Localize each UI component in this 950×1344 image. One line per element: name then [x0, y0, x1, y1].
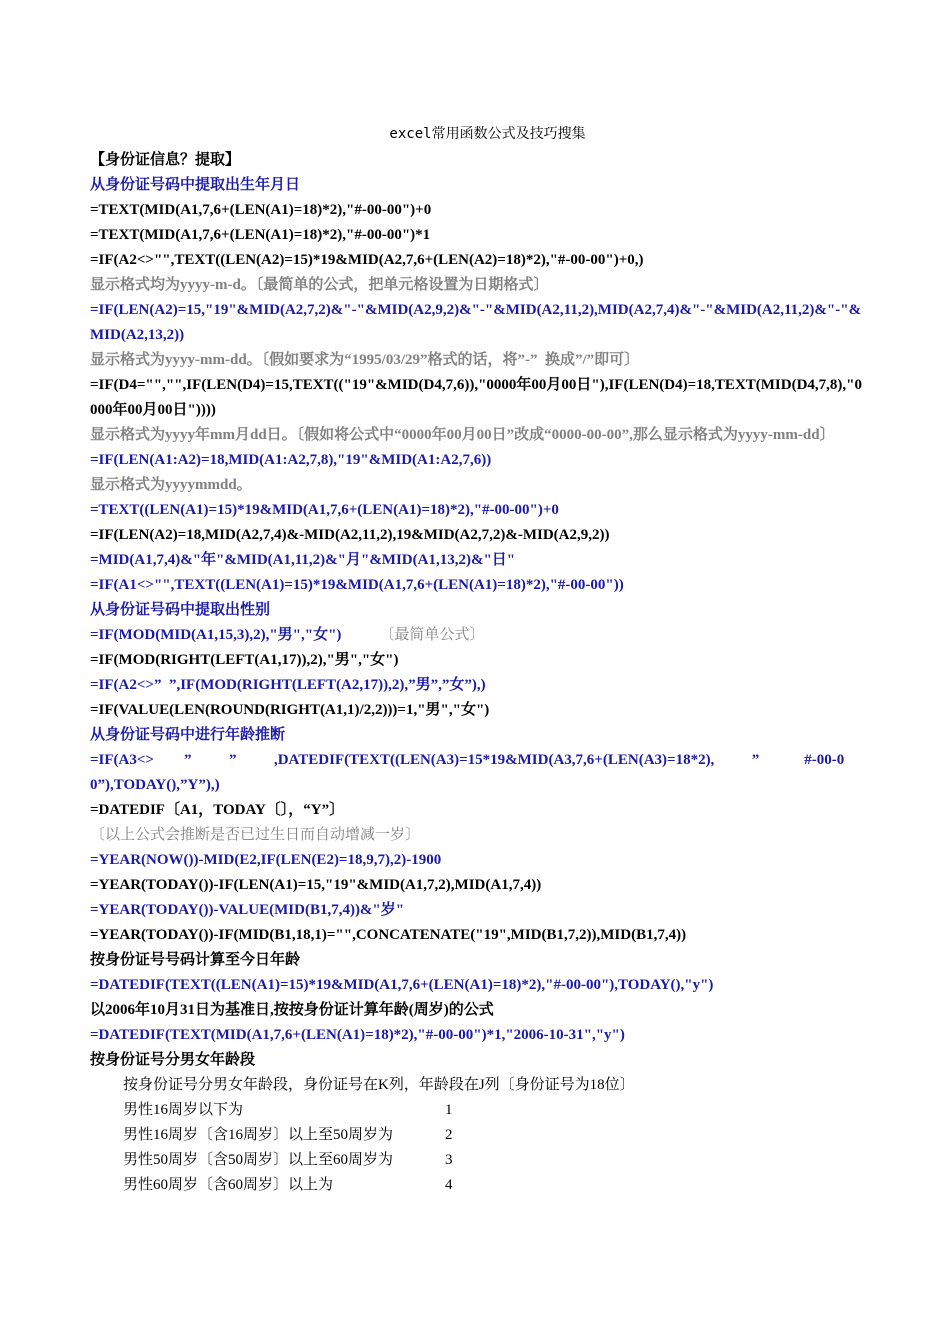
- content-line: [90, 273, 865, 298]
- line-text: =YEAR(TODAY())-VALUE(MID(B1,7,4))&"岁": [90, 902, 405, 918]
- content-line: [90, 723, 865, 748]
- line-text: =DATEDIF(TEXT((LEN(A1)=15)*19&MID(A1,7,6+(LEN(A1)=18)*2),"#-00-00"),TODAY(),"y"): [90, 977, 714, 993]
- age-table: [123, 1098, 865, 1198]
- content-line: [90, 798, 865, 823]
- content-line: [90, 473, 865, 498]
- content-line: [90, 948, 865, 973]
- line-text: 从身份证号码中提取出性别: [90, 602, 271, 618]
- age-table-row: [123, 1148, 865, 1173]
- line-text: 显示格式为yyyymmdd。: [90, 477, 252, 493]
- content-lines: [90, 148, 865, 1073]
- line-text: 显示格式均为yyyy-m-d。〔最简单的公式，把单元格设置为日期格式〕: [90, 277, 549, 293]
- age-section-intro: 按身份证号分男女年龄段，身份证号在K列，年龄段在J列〔身份证号为18位〕: [123, 1077, 635, 1093]
- content-line: [90, 748, 865, 798]
- content-line: [90, 148, 865, 173]
- age-table-row: [123, 1173, 865, 1198]
- content-line: [90, 923, 865, 948]
- content-line: [90, 523, 865, 548]
- content-line: [90, 373, 865, 423]
- line-text: =IF(LEN(A2)=15,"19"&MID(A2,7,2)&"-"&MID(A2,9,2)&"-"&MID(A2,11,2),MID(A2,7,4)&"-"&MID(A2,11,2)&"-"&MID(A2,13,2)): [90, 302, 862, 343]
- line-text: =IF(MOD(MID(A1,15,3),2),"男","女"): [90, 627, 342, 643]
- page-title: excel常用函数公式及技巧搜集: [389, 126, 586, 142]
- content-line: [90, 198, 865, 223]
- content-line: [90, 623, 865, 648]
- age-row-value: 1: [445, 1102, 453, 1118]
- content-line: [90, 248, 865, 273]
- content-line: [90, 973, 865, 998]
- line-text: =IF(A2<>"",TEXT((LEN(A2)=15)*19&MID(A2,7,6+(LEN(A2)=18)*2),"#-00-00")+0,): [90, 252, 644, 268]
- content-line: [90, 448, 865, 473]
- content-line: [90, 598, 865, 623]
- line-text: =MID(A1,7,4)&"年"&MID(A1,11,2)&"月"&MID(A1,13,2)&"日": [90, 552, 516, 568]
- line-text: 从身份证号码中提取出生年月日: [90, 177, 301, 193]
- line-text: =YEAR(NOW())-MID(E2,IF(LEN(E2)=18,9,7),2)-1900: [90, 852, 442, 868]
- age-row-value: 3: [445, 1152, 453, 1168]
- line-text: =TEXT(MID(A1,7,6+(LEN(A1)=18)*2),"#-00-00")+0: [90, 202, 432, 218]
- content-line: [90, 898, 865, 923]
- content-line: [90, 823, 865, 848]
- age-row-label: 男性50周岁〔含50周岁〕以上至60周岁为: [123, 1152, 394, 1168]
- line-text: 〔以上公式会推断是否已过生日而自动增减一岁〕: [90, 827, 421, 843]
- line-text: 显示格式为yyyy-mm-dd。〔假如要求为“1995/03/29”格式的话，将”-” 换成”/”即可〕: [90, 352, 640, 368]
- line-note: 〔最简单公式〕: [379, 627, 485, 643]
- content-line: [90, 298, 865, 348]
- content-line: [90, 348, 865, 373]
- document-page: [90, 122, 865, 1198]
- content-line: [90, 498, 865, 523]
- line-text: =DATEDIF(TEXT(MID(A1,7,6+(LEN(A1)=18)*2),"#-00-00")*1,"2006-10-31","y"): [90, 1027, 625, 1043]
- content-line: [90, 548, 865, 573]
- content-line: [90, 573, 865, 598]
- line-text: =DATEDIF〔A1，TODAY〔〕，“Y”〕: [90, 802, 345, 818]
- content-line: [90, 673, 865, 698]
- line-text: 显示格式为yyyy年mm月dd日。〔假如将公式中“0000年00月00日”改成“0000-00-00”,那么显示格式为yyyy-mm-dd〕: [90, 427, 835, 443]
- content-line: [90, 1048, 865, 1073]
- line-text: 【身份证信息？提取】: [90, 152, 241, 168]
- line-text: 从身份证号码中进行年龄推断: [90, 727, 286, 743]
- line-text: =IF(D4="","",IF(LEN(D4)=15,TEXT(("19"&MID(D4,7,6)),"0000年00月00日"),IF(LEN(D4)=18,TEXT(MID(D4,7,8),"0000年00月00日")))): [90, 377, 863, 418]
- age-table-row: [123, 1098, 865, 1123]
- line-text: =IF(A2<>” ”,IF(MOD(RIGHT(LEFT(A2,17)),2),”男”,”女”),): [90, 677, 486, 693]
- line-text: =IF(MOD(RIGHT(LEFT(A1,17)),2),"男","女"): [90, 652, 399, 668]
- age-row-label: 男性16周岁以下为: [123, 1102, 244, 1118]
- content-line: [90, 648, 865, 673]
- age-table-row: [123, 1123, 865, 1148]
- content-line: [90, 698, 865, 723]
- content-line: [90, 998, 865, 1023]
- age-row-value: 4: [445, 1177, 453, 1193]
- line-text: =TEXT((LEN(A1)=15)*19&MID(A1,7,6+(LEN(A1)=18)*2),"#-00-00")+0: [90, 502, 559, 518]
- line-text: =IF(A3<> ” ” ,DATEDIF(TEXT((LEN(A3)=15*19&MID(A3,7,6+(LEN(A3)=18*2), ” #-00-00”),TODAY(),”Y”),): [90, 752, 845, 793]
- line-text: =YEAR(TODAY())-IF(MID(B1,18,1)="",CONCATENATE("19",MID(B1,7,2)),MID(B1,7,4)): [90, 927, 687, 943]
- age-row-label: 男性60周岁〔含60周岁〕以上为: [123, 1177, 334, 1193]
- line-text: =TEXT(MID(A1,7,6+(LEN(A1)=18)*2),"#-00-00")*1: [90, 227, 431, 243]
- line-text: =IF(LEN(A2)=18,MID(A2,7,4)&-MID(A2,11,2),19&MID(A2,7,2)&-MID(A2,9,2)): [90, 527, 610, 543]
- line-text: 按身份证号分男女年龄段: [90, 1052, 256, 1068]
- age-row-label: 男性16周岁〔含16周岁〕以上至50周岁为: [123, 1127, 394, 1143]
- line-text: =IF(VALUE(LEN(ROUND(RIGHT(A1,1)/2,2)))=1,"男","女"): [90, 702, 490, 718]
- line-text: =IF(LEN(A1:A2)=18,MID(A1:A2,7,8),"19"&MID(A1:A2,7,6)): [90, 452, 492, 468]
- line-text: 按身份证号号码计算至今日年龄: [90, 952, 301, 968]
- content-line: [90, 223, 865, 248]
- content-line: [90, 873, 865, 898]
- content-line: [90, 173, 865, 198]
- content-line: [90, 1023, 865, 1048]
- line-text: =YEAR(TODAY())-IF(LEN(A1)=15,"19"&MID(A1,7,2),MID(A1,7,4)): [90, 877, 542, 893]
- content-line: [90, 848, 865, 873]
- content-line: [90, 423, 865, 448]
- line-text: =IF(A1<>"",TEXT((LEN(A1)=15)*19&MID(A1,7,6+(LEN(A1)=18)*2),"#-00-00")): [90, 577, 624, 593]
- age-row-value: 2: [445, 1127, 453, 1143]
- line-text: 以2006年10月31日为基准日,按按身份证计算年龄(周岁)的公式: [90, 1002, 494, 1018]
